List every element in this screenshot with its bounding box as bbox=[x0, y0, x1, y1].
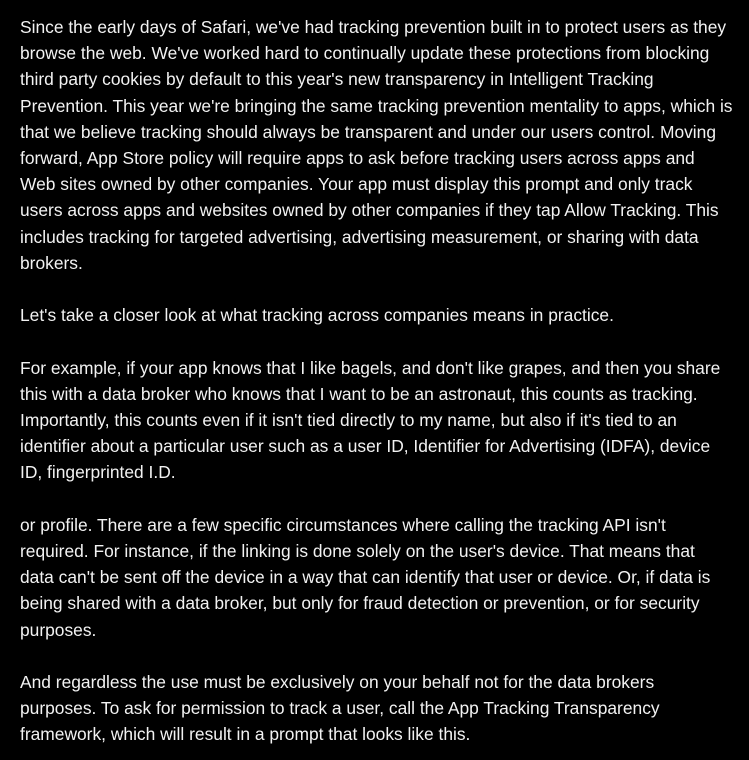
paragraph-closer-look: Let's take a closer look at what tracking across companies means in practice. bbox=[20, 305, 614, 326]
paragraph-exceptions: or profile. There are a few specific circumstances where calling the tracking API isn't required. For instance, if the linking is done solely on the user's device. That means that data can't be sent off the device in a way that can identify that user or device. Or, if data is being shared with a data broker, but only for fraud detection or prevention, or for security purposes. bbox=[20, 514, 711, 640]
paragraph-tracking-prevention-intro: Since the early days of Safari, we've had tracking prevention built in to protect users as they browse the web. We've worked hard to continually update these protections from blocking third party cookies by default to this year's new transparency in Intelligent Tracking Prevention. This year we're bringing the same tracking prevention mentality to apps, which is that we believe tracking should always be transparent and under our users control. Moving forward, App Store policy will require apps to ask before tracking users across apps and Web sites owned by other companies. Your app must display this prompt and only track users across apps and websites owned by other companies if they tap Allow Tracking. This includes tracking for targeted advertising, advertising measurement, or sharing with data brokers. bbox=[20, 17, 733, 273]
paragraph-permission-framework: And regardless the use must be exclusively on your behalf not for the data brokers purposes. To ask for permission to track a user, call the App Tracking Transparency framework, which will result in a prompt that looks like this. bbox=[20, 672, 660, 745]
paragraph-tracking-example: For example, if your app knows that I like bagels, and don't like grapes, and then you share this with a data broker who knows that I want to be an astronaut, this counts as tracking. Importantly, this counts even if it isn't tied directly to my name, but also if it's tied to an identifier about a particular user such as a user ID, Identifier for Advertising (IDFA), device ID, fingerprinted I.D. bbox=[20, 357, 721, 483]
